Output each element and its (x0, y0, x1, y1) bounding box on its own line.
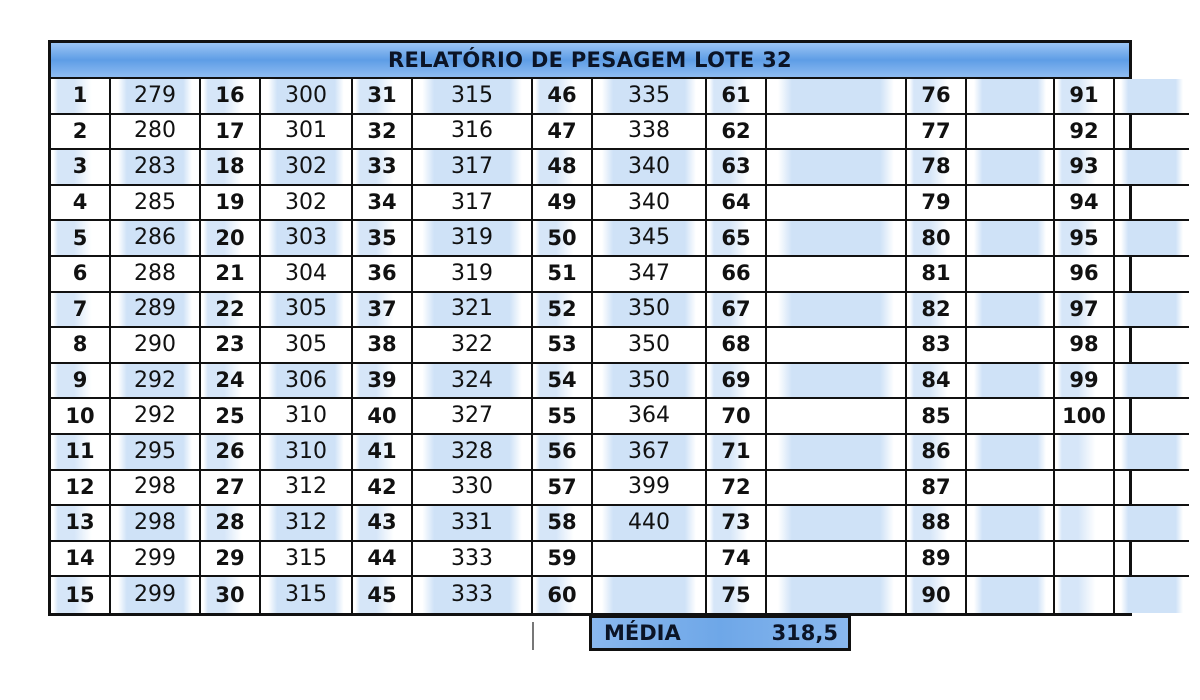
weight-value-cell: 364 (593, 399, 707, 435)
weight-value-cell: 350 (593, 364, 707, 400)
weight-value-cell (1115, 435, 1189, 471)
weight-value-cell (967, 435, 1055, 471)
animal-number-cell: 51 (533, 257, 593, 293)
animal-number-cell: 30 (201, 577, 261, 613)
weight-value-cell: 286 (111, 221, 201, 257)
weight-value-cell: 321 (413, 293, 533, 329)
animal-number-cell: 44 (353, 542, 413, 578)
weight-value-cell: 328 (413, 435, 533, 471)
animal-number-cell: 83 (907, 328, 967, 364)
animal-number-cell: 53 (533, 328, 593, 364)
animal-number-cell: 70 (707, 399, 767, 435)
weight-value-cell: 316 (413, 115, 533, 151)
animal-number-cell: 93 (1055, 150, 1115, 186)
animal-number-cell: 3 (51, 150, 111, 186)
weight-value-cell: 305 (261, 328, 353, 364)
weight-value-cell (767, 542, 907, 578)
weight-value-cell (967, 506, 1055, 542)
weight-value-cell: 350 (593, 293, 707, 329)
animal-number-cell: 98 (1055, 328, 1115, 364)
animal-number-cell: 14 (51, 542, 111, 578)
animal-number-cell (1055, 577, 1115, 613)
weight-value-cell (767, 293, 907, 329)
weight-value-cell: 317 (413, 150, 533, 186)
animal-number-cell: 39 (353, 364, 413, 400)
animal-number-cell: 76 (907, 79, 967, 115)
weight-value-cell: 300 (261, 79, 353, 115)
weight-value-cell: 295 (111, 435, 201, 471)
weight-value-cell (1115, 257, 1189, 293)
weight-value-cell: 301 (261, 115, 353, 151)
animal-number-cell: 16 (201, 79, 261, 115)
animal-number-cell: 94 (1055, 186, 1115, 222)
weight-value-cell (767, 399, 907, 435)
animal-number-cell: 42 (353, 471, 413, 507)
animal-number-cell: 71 (707, 435, 767, 471)
animal-number-cell: 37 (353, 293, 413, 329)
animal-number-cell (1055, 471, 1115, 507)
weight-value-cell (1115, 186, 1189, 222)
animal-number-cell: 8 (51, 328, 111, 364)
weight-value-cell: 367 (593, 435, 707, 471)
animal-number-cell: 29 (201, 542, 261, 578)
animal-number-cell: 40 (353, 399, 413, 435)
animal-number-cell: 20 (201, 221, 261, 257)
weight-value-cell (967, 79, 1055, 115)
animal-number-cell: 57 (533, 471, 593, 507)
average-box (589, 615, 851, 651)
weight-value-cell (1115, 115, 1189, 151)
weight-value-cell (1115, 577, 1189, 613)
weight-value-cell (1115, 364, 1189, 400)
weight-value-cell: 317 (413, 186, 533, 222)
animal-number-cell: 2 (51, 115, 111, 151)
animal-number-cell: 32 (353, 115, 413, 151)
animal-number-cell: 5 (51, 221, 111, 257)
weight-value-cell (967, 577, 1055, 613)
weight-value-cell (1115, 79, 1189, 115)
animal-number-cell: 35 (353, 221, 413, 257)
animal-number-cell: 86 (907, 435, 967, 471)
weight-value-cell (767, 186, 907, 222)
weight-value-cell (967, 115, 1055, 151)
animal-number-cell: 82 (907, 293, 967, 329)
weight-value-cell (593, 577, 707, 613)
animal-number-cell: 68 (707, 328, 767, 364)
animal-number-cell: 84 (907, 364, 967, 400)
animal-number-cell: 72 (707, 471, 767, 507)
weight-value-cell (767, 115, 907, 151)
weight-value-cell: 280 (111, 115, 201, 151)
animal-number-cell (1055, 506, 1115, 542)
weight-value-cell (767, 79, 907, 115)
animal-number-cell: 31 (353, 79, 413, 115)
animal-number-cell: 49 (533, 186, 593, 222)
animal-number-cell: 54 (533, 364, 593, 400)
animal-number-cell: 77 (907, 115, 967, 151)
weight-value-cell (967, 399, 1055, 435)
weight-value-cell: 292 (111, 399, 201, 435)
animal-number-cell: 22 (201, 293, 261, 329)
weight-value-cell: 333 (413, 542, 533, 578)
average-value: 318,5 (771, 621, 838, 645)
weight-value-cell: 315 (413, 79, 533, 115)
weight-value-cell: 303 (261, 221, 353, 257)
animal-number-cell: 95 (1055, 221, 1115, 257)
animal-number-cell: 45 (353, 577, 413, 613)
weight-value-cell: 283 (111, 150, 201, 186)
weight-value-cell: 310 (261, 435, 353, 471)
animal-number-cell: 24 (201, 364, 261, 400)
report-title: RELATÓRIO DE PESAGEM LOTE 32 (51, 43, 1129, 79)
animal-number-cell: 27 (201, 471, 261, 507)
animal-number-cell: 21 (201, 257, 261, 293)
weight-value-cell: 306 (261, 364, 353, 400)
animal-number-cell: 11 (51, 435, 111, 471)
weight-value-cell: 302 (261, 186, 353, 222)
animal-number-cell: 55 (533, 399, 593, 435)
animal-number-cell: 63 (707, 150, 767, 186)
animal-number-cell: 46 (533, 79, 593, 115)
weight-value-cell: 340 (593, 186, 707, 222)
animal-number-cell (1055, 435, 1115, 471)
weight-value-cell (967, 150, 1055, 186)
animal-number-cell: 19 (201, 186, 261, 222)
weight-value-cell: 322 (413, 328, 533, 364)
animal-number-cell: 56 (533, 435, 593, 471)
animal-number-cell: 38 (353, 328, 413, 364)
weights-grid (51, 79, 1129, 613)
animal-number-cell: 91 (1055, 79, 1115, 115)
animal-number-cell: 17 (201, 115, 261, 151)
animal-number-cell: 36 (353, 257, 413, 293)
weight-value-cell: 312 (261, 506, 353, 542)
average-label: MÉDIA (604, 621, 681, 645)
weight-value-cell (767, 471, 907, 507)
weight-value-cell: 331 (413, 506, 533, 542)
weight-value-cell: 347 (593, 257, 707, 293)
animal-number-cell: 85 (907, 399, 967, 435)
weight-value-cell (1115, 506, 1189, 542)
weighing-report-table (48, 40, 1132, 616)
divider (532, 622, 534, 650)
animal-number-cell: 66 (707, 257, 767, 293)
weight-value-cell: 335 (593, 79, 707, 115)
weight-value-cell (767, 506, 907, 542)
weight-value-cell: 330 (413, 471, 533, 507)
animal-number-cell: 90 (907, 577, 967, 613)
weight-value-cell: 299 (111, 542, 201, 578)
weight-value-cell: 315 (261, 542, 353, 578)
weight-value-cell (767, 435, 907, 471)
animal-number-cell: 15 (51, 577, 111, 613)
animal-number-cell: 25 (201, 399, 261, 435)
animal-number-cell: 99 (1055, 364, 1115, 400)
weight-value-cell (767, 577, 907, 613)
weight-value-cell: 285 (111, 186, 201, 222)
weight-value-cell: 305 (261, 293, 353, 329)
weight-value-cell: 324 (413, 364, 533, 400)
weight-value-cell (1115, 150, 1189, 186)
animal-number-cell: 88 (907, 506, 967, 542)
animal-number-cell: 61 (707, 79, 767, 115)
animal-number-cell: 13 (51, 506, 111, 542)
animal-number-cell: 23 (201, 328, 261, 364)
animal-number-cell: 97 (1055, 293, 1115, 329)
animal-number-cell: 48 (533, 150, 593, 186)
weight-value-cell: 315 (261, 577, 353, 613)
weight-value-cell: 298 (111, 471, 201, 507)
animal-number-cell: 65 (707, 221, 767, 257)
weight-value-cell (967, 542, 1055, 578)
weight-value-cell: 289 (111, 293, 201, 329)
animal-number-cell: 50 (533, 221, 593, 257)
weight-value-cell: 290 (111, 328, 201, 364)
animal-number-cell: 69 (707, 364, 767, 400)
animal-number-cell: 47 (533, 115, 593, 151)
animal-number-cell (1055, 542, 1115, 578)
animal-number-cell: 73 (707, 506, 767, 542)
weight-value-cell: 340 (593, 150, 707, 186)
weight-value-cell: 279 (111, 79, 201, 115)
weight-value-cell: 299 (111, 577, 201, 613)
weight-value-cell: 327 (413, 399, 533, 435)
weight-value-cell (967, 257, 1055, 293)
animal-number-cell: 80 (907, 221, 967, 257)
animal-number-cell: 28 (201, 506, 261, 542)
animal-number-cell: 34 (353, 186, 413, 222)
animal-number-cell: 75 (707, 577, 767, 613)
weight-value-cell (967, 328, 1055, 364)
animal-number-cell: 92 (1055, 115, 1115, 151)
weight-value-cell: 350 (593, 328, 707, 364)
weight-value-cell: 298 (111, 506, 201, 542)
weight-value-cell (1115, 542, 1189, 578)
weight-value-cell: 288 (111, 257, 201, 293)
animal-number-cell: 10 (51, 399, 111, 435)
animal-number-cell: 74 (707, 542, 767, 578)
weight-value-cell: 345 (593, 221, 707, 257)
animal-number-cell: 12 (51, 471, 111, 507)
weight-value-cell: 319 (413, 257, 533, 293)
animal-number-cell: 96 (1055, 257, 1115, 293)
animal-number-cell: 6 (51, 257, 111, 293)
weight-value-cell (1115, 328, 1189, 364)
animal-number-cell: 1 (51, 79, 111, 115)
animal-number-cell: 4 (51, 186, 111, 222)
animal-number-cell: 59 (533, 542, 593, 578)
weight-value-cell (1115, 471, 1189, 507)
weight-value-cell (593, 542, 707, 578)
animal-number-cell: 87 (907, 471, 967, 507)
animal-number-cell: 89 (907, 542, 967, 578)
weight-value-cell (767, 328, 907, 364)
weight-value-cell (967, 221, 1055, 257)
weight-value-cell: 333 (413, 577, 533, 613)
weight-value-cell (767, 150, 907, 186)
weight-value-cell (767, 257, 907, 293)
weight-value-cell (967, 471, 1055, 507)
weight-value-cell: 310 (261, 399, 353, 435)
weight-value-cell (1115, 293, 1189, 329)
animal-number-cell: 67 (707, 293, 767, 329)
weight-value-cell (1115, 221, 1189, 257)
animal-number-cell: 58 (533, 506, 593, 542)
animal-number-cell: 26 (201, 435, 261, 471)
animal-number-cell: 33 (353, 150, 413, 186)
animal-number-cell: 9 (51, 364, 111, 400)
weight-value-cell: 302 (261, 150, 353, 186)
weight-value-cell (767, 364, 907, 400)
weight-value-cell: 312 (261, 471, 353, 507)
animal-number-cell: 79 (907, 186, 967, 222)
weight-value-cell (1115, 399, 1189, 435)
animal-number-cell: 62 (707, 115, 767, 151)
animal-number-cell: 41 (353, 435, 413, 471)
animal-number-cell: 60 (533, 577, 593, 613)
animal-number-cell: 52 (533, 293, 593, 329)
weight-value-cell (967, 293, 1055, 329)
animal-number-cell: 78 (907, 150, 967, 186)
weight-value-cell: 292 (111, 364, 201, 400)
animal-number-cell: 64 (707, 186, 767, 222)
weight-value-cell: 338 (593, 115, 707, 151)
animal-number-cell: 7 (51, 293, 111, 329)
weight-value-cell: 399 (593, 471, 707, 507)
animal-number-cell: 43 (353, 506, 413, 542)
weight-value-cell (767, 221, 907, 257)
animal-number-cell: 100 (1055, 399, 1115, 435)
animal-number-cell: 18 (201, 150, 261, 186)
animal-number-cell: 81 (907, 257, 967, 293)
weight-value-cell: 319 (413, 221, 533, 257)
weight-value-cell: 304 (261, 257, 353, 293)
weight-value-cell (967, 364, 1055, 400)
weight-value-cell (967, 186, 1055, 222)
weight-value-cell: 440 (593, 506, 707, 542)
